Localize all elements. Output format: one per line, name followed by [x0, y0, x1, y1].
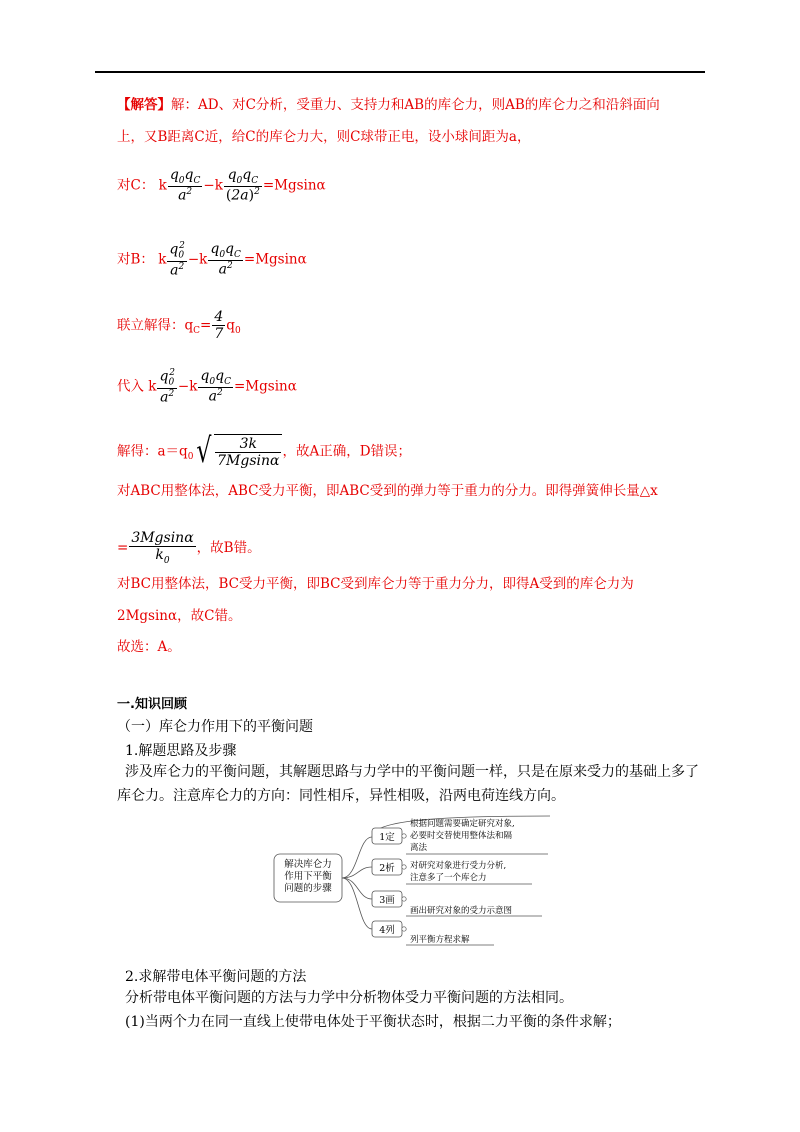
abc-line2: [117, 530, 261, 567]
steps-diagram: [270, 812, 560, 954]
diagram-connector: [342, 878, 372, 929]
answer-tag: 【解答】: [117, 97, 171, 113]
mgsin-term: Mgsinα: [274, 177, 326, 194]
step-4-desc: 列平衡方程求解: [410, 935, 470, 945]
para1-line1: 涉及库仑力的平衡问题，其解题思路与力学中的平衡问题一样，只是在原来受力的基础上多了: [125, 764, 699, 780]
equation-b: [117, 241, 307, 279]
step-2-desc: 注意多了一个库仑力: [410, 873, 487, 883]
q-sub: C: [224, 377, 231, 388]
result-a: [117, 431, 412, 471]
answer-intro-text: 解：AD、对C分析，受重力、支持力和AB的库仑力，则AB的库仑力之和沿斜面向: [171, 97, 660, 113]
solve-qc: [117, 309, 241, 343]
q-sub: 0: [236, 175, 243, 186]
q-sym: q: [227, 167, 237, 183]
abc-tail: ，故B错。: [196, 539, 261, 556]
q-sub: C: [234, 250, 241, 261]
q-sym: q: [200, 368, 210, 385]
q-sub: C: [251, 175, 259, 186]
coef-k: k: [148, 378, 157, 395]
step-1-desc: 离法: [410, 843, 428, 853]
k0-sub: 0: [163, 555, 170, 566]
step-2-label: 2析: [379, 863, 395, 874]
answer-intro-line1: [117, 99, 660, 113]
fraction-q0sq-a2: $\frac{q_0^2}{a^2}$: [169, 241, 185, 279]
num-3mgsin: 3Mgsinα: [131, 530, 194, 546]
sqrt-expression: √ $\frac{3k}{7Mgsin\alpha}$: [193, 434, 282, 470]
para1: [117, 760, 712, 808]
review-subtitle: （一）库仑力作用下的平衡问题: [117, 719, 313, 735]
answer-intro-line2: 上，又B距离C近，给C的库仑力大，则C球带正电，设小球间距为a，: [117, 129, 531, 145]
step-1-desc: 根据问题需要确定研究对象,: [410, 819, 515, 829]
step-3-label: 3画: [379, 895, 395, 906]
fraction-4-7: [212, 309, 225, 343]
a-sym: a: [170, 262, 179, 279]
step-1-label: 1定: [379, 832, 395, 843]
minus-sign: −: [177, 378, 190, 395]
a-sym: a: [208, 389, 218, 406]
step-2-node: [402, 865, 406, 869]
header-rule: [95, 71, 705, 73]
para2: 分析带电体平衡问题的方法与力学中分析物体受力平衡问题的方法相同。: [125, 990, 573, 1006]
solve-label: 联立解得：: [117, 317, 185, 334]
mgsin-term: Mgsinα: [245, 378, 297, 395]
k0-sym: k: [155, 547, 164, 564]
q-sym: q: [242, 167, 252, 183]
q-sub: 0: [209, 377, 216, 388]
q-sub: 0: [168, 377, 175, 388]
den-seven: 7: [214, 326, 224, 343]
a-sym: a: [218, 262, 227, 279]
two-a-sym: 2a: [231, 187, 249, 204]
q-sub: C: [193, 175, 201, 186]
fraction-3mgsin-k0: [129, 530, 195, 567]
equation-c-label: 对C：: [117, 177, 155, 194]
method-title: 2.求解带电体平衡问题的方法: [125, 969, 307, 985]
equals-sign: =: [200, 317, 212, 334]
result-tail: ，故A正确，D错误；: [282, 443, 412, 460]
bc-line1: 对BC用整体法，BC受力平衡，即BC受到库仑力等于重力分力，即得A受到的库仑力为: [117, 576, 634, 592]
q-sym: q: [169, 167, 179, 183]
q-sym: q: [210, 241, 220, 258]
q0-sub: 0: [187, 452, 194, 463]
step-title: 1.解题思路及步骤: [125, 743, 237, 759]
q-sym: q: [215, 368, 225, 385]
equation-c: [117, 167, 326, 205]
num-3k: 3k: [239, 436, 257, 452]
bc-line2: 2Mgsinα，故C错。: [117, 608, 242, 624]
q-sym: q: [169, 241, 179, 258]
coef-k: k: [214, 177, 223, 194]
substitute-label: 代入: [117, 378, 144, 395]
qc-text: q: [184, 317, 194, 334]
coef-k: k: [158, 251, 167, 268]
q-sub: 0: [178, 250, 185, 261]
diagram-root-line: 问题的步骤: [284, 883, 332, 894]
equals-sign: =: [243, 251, 256, 268]
diagram-connector: [342, 878, 372, 899]
minus-sign: −: [187, 251, 200, 268]
fraction-q0qc-a2-b: $\frac{q_0q_C}{a^2}$: [210, 241, 241, 279]
q-sym: q: [225, 241, 235, 258]
diagram-root-line: 作用下平衡: [284, 871, 332, 882]
qc-sub: C: [193, 326, 201, 337]
a-sym: a: [160, 389, 169, 406]
minus-sign: −: [203, 177, 215, 194]
q-sub: 0: [178, 175, 185, 186]
para3: (1)当两个力在同一直线上使带电体处于平衡状态时，根据二力平衡的条件求解；: [125, 1014, 621, 1030]
result-label: 解得：a＝q: [117, 443, 188, 460]
step-2-desc: 对研究对象进行受力分析,: [410, 861, 507, 871]
step-1-node: [402, 834, 406, 838]
review-heading: 一.知识回顾: [117, 697, 187, 712]
equals-sign: =: [262, 177, 275, 194]
diagram-connector: [342, 837, 372, 878]
fraction-q0qc-a2-sub: $\frac{q_0q_C}{a^2}$: [200, 368, 231, 406]
diagram-root-line: 解决库仑力: [284, 859, 332, 870]
num-four: 4: [214, 309, 224, 325]
q-sym: q: [159, 368, 169, 385]
a-sym: a: [178, 187, 187, 204]
q0-sub: 0: [234, 326, 241, 337]
choice-line: 故选：A。: [117, 639, 181, 655]
coef-k: k: [158, 177, 167, 194]
step-4-label: 4列: [379, 925, 395, 936]
fraction-3k-7mgsin: [215, 436, 281, 470]
step-1-desc: 必要时交替使用整体法和隔: [410, 831, 513, 841]
mgsin-term: Mgsinα: [255, 251, 307, 268]
fraction-q0qc-2a2: $\frac{q_0q_C}{(2a)^2}$: [225, 167, 260, 204]
coef-k: k: [199, 251, 208, 268]
fraction-q0sq-a2-sub: $\frac{q_0^2}{a^2}$: [159, 368, 175, 406]
q0-text: q: [226, 317, 235, 334]
q-sub: 0: [219, 250, 226, 261]
equals-sign: =: [233, 378, 246, 395]
step-3-desc: 画出研究对象的受力示意图: [410, 906, 513, 916]
coef-k: k: [189, 378, 198, 395]
equals-sign: =: [117, 539, 129, 556]
para1-line2: 库仑力。注意库仑力的方向：同性相斥，异性相吸，沿两电荷连线方向。: [117, 788, 565, 804]
abc-line1: 对ABC用整体法，ABC受力平衡，即ABC受到的弹力等于重力的分力。即得弹簧伸长量△x: [117, 483, 658, 499]
equation-b-label: 对B：: [117, 251, 154, 268]
step-4-node: [402, 927, 406, 931]
q-sym: q: [184, 167, 194, 183]
den-7mgsin: 7Mgsinα: [217, 453, 280, 470]
fraction-q0qc-a2: $\frac{q_0q_C}{a^2}$: [169, 167, 201, 204]
step-3-node: [402, 897, 406, 901]
substitute-equation: [117, 368, 297, 406]
